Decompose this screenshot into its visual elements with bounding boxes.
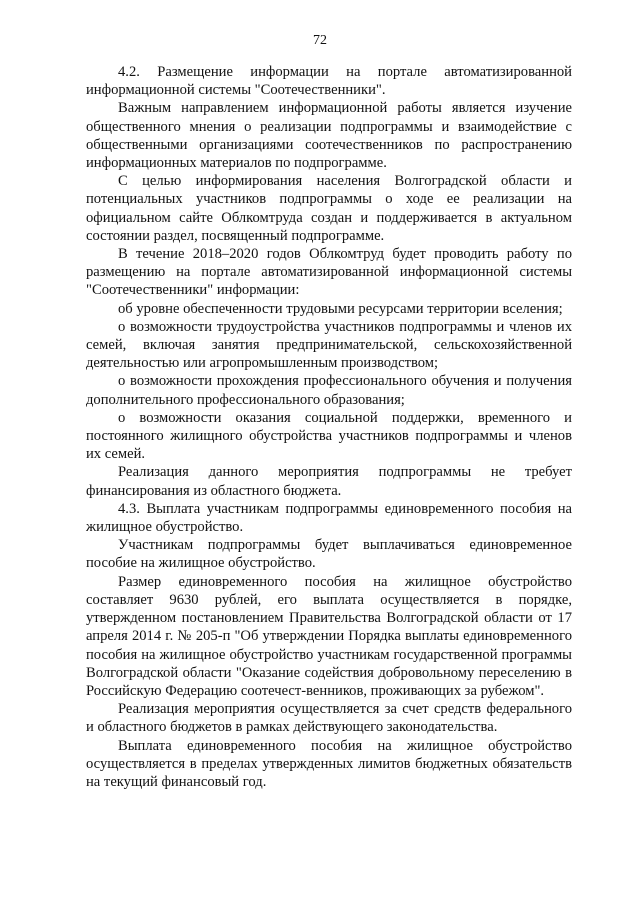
- section-heading-4-3: 4.3. Выплата участникам подпрограммы единовременного пособия на жилищное обустройство.: [86, 500, 572, 536]
- list-item-labor-resources: об уровне обеспеченности трудовыми ресурсами территории вселения;: [118, 300, 563, 317]
- list-item-employment: о возможности трудоустройства участников подпрограммы и членов их семей, включая занятия предпринимательской, сельскохозяйственной деятельностью или агропромышленным производством;: [86, 318, 572, 372]
- paragraph-portal-work: В течение 2018–2020 годов Облкомтруд будет проводить работу по размещению на портале автоматизированной информационной системы "Соотечественники" информации:: [86, 246, 572, 299]
- list-item-training: о возможности прохождения профессионального обучения и получения дополнительного профессионального образования;: [86, 373, 572, 408]
- paragraph-allowance-amount: Размер единовременного пособия на жилищное обустройство составляет 9630 рублей, его выплата осуществляется в порядке, утвержденном постановлением Правительства Волгоградской области от 17 апреля 2014 г. № 205-п "Об утверждении Порядка выплаты единовременного пособия на жилищное обустройство участникам государственной программы Волгоградской области "Оказание содействия добровольному переселению в Российскую Федерацию соотечест-венников, проживающих за рубежом".: [86, 573, 572, 699]
- paragraph-funding-sources: Реализация мероприятия осуществляется за счет средств федерального и областного бюджетов в рамках действующего законодательства.: [86, 701, 572, 736]
- page-number: 72: [313, 33, 327, 48]
- paragraph-budget-limits: Выплата единовременного пособия на жилищное обустройство осуществляется в пределах утвержденных лимитов бюджетных обязательств на текущий финансовый год.: [86, 737, 572, 790]
- paragraph-official-site: С целью информирования населения Волгоградской области и потенциальных участников подпрограммы о ходе ее реализации на официальном сайте Облкомтруда создан и поддерживается в актуальном состоянии раздел, посвященный подпрограмме.: [86, 173, 572, 244]
- paragraph-allowance: Участникам подпрограммы будет выплачиваться единовременное пособие на жилищное обустройство.: [86, 537, 572, 572]
- list-item-social-support: о возможности оказания социальной поддержки, временного и постоянного жилищного обустройства участников подпрограммы и членов их семей.: [86, 409, 572, 463]
- paragraph-public-opinion: Важным направлением информационной работы является изучение общественного мнения о реализации подпрограммы и взаимодействие с общественными организациями соотечественников по распространению информационных материалов по подпрограмме.: [86, 100, 572, 172]
- paragraph-no-funding: Реализация данного мероприятия подпрограммы не требует финансирования из областного бюджета.: [86, 464, 572, 499]
- document-body: [86, 63, 572, 791]
- section-heading-4-2: 4.2. Размещение информации на портале автоматизированной информационной системы "Соотечественники".: [86, 64, 572, 99]
